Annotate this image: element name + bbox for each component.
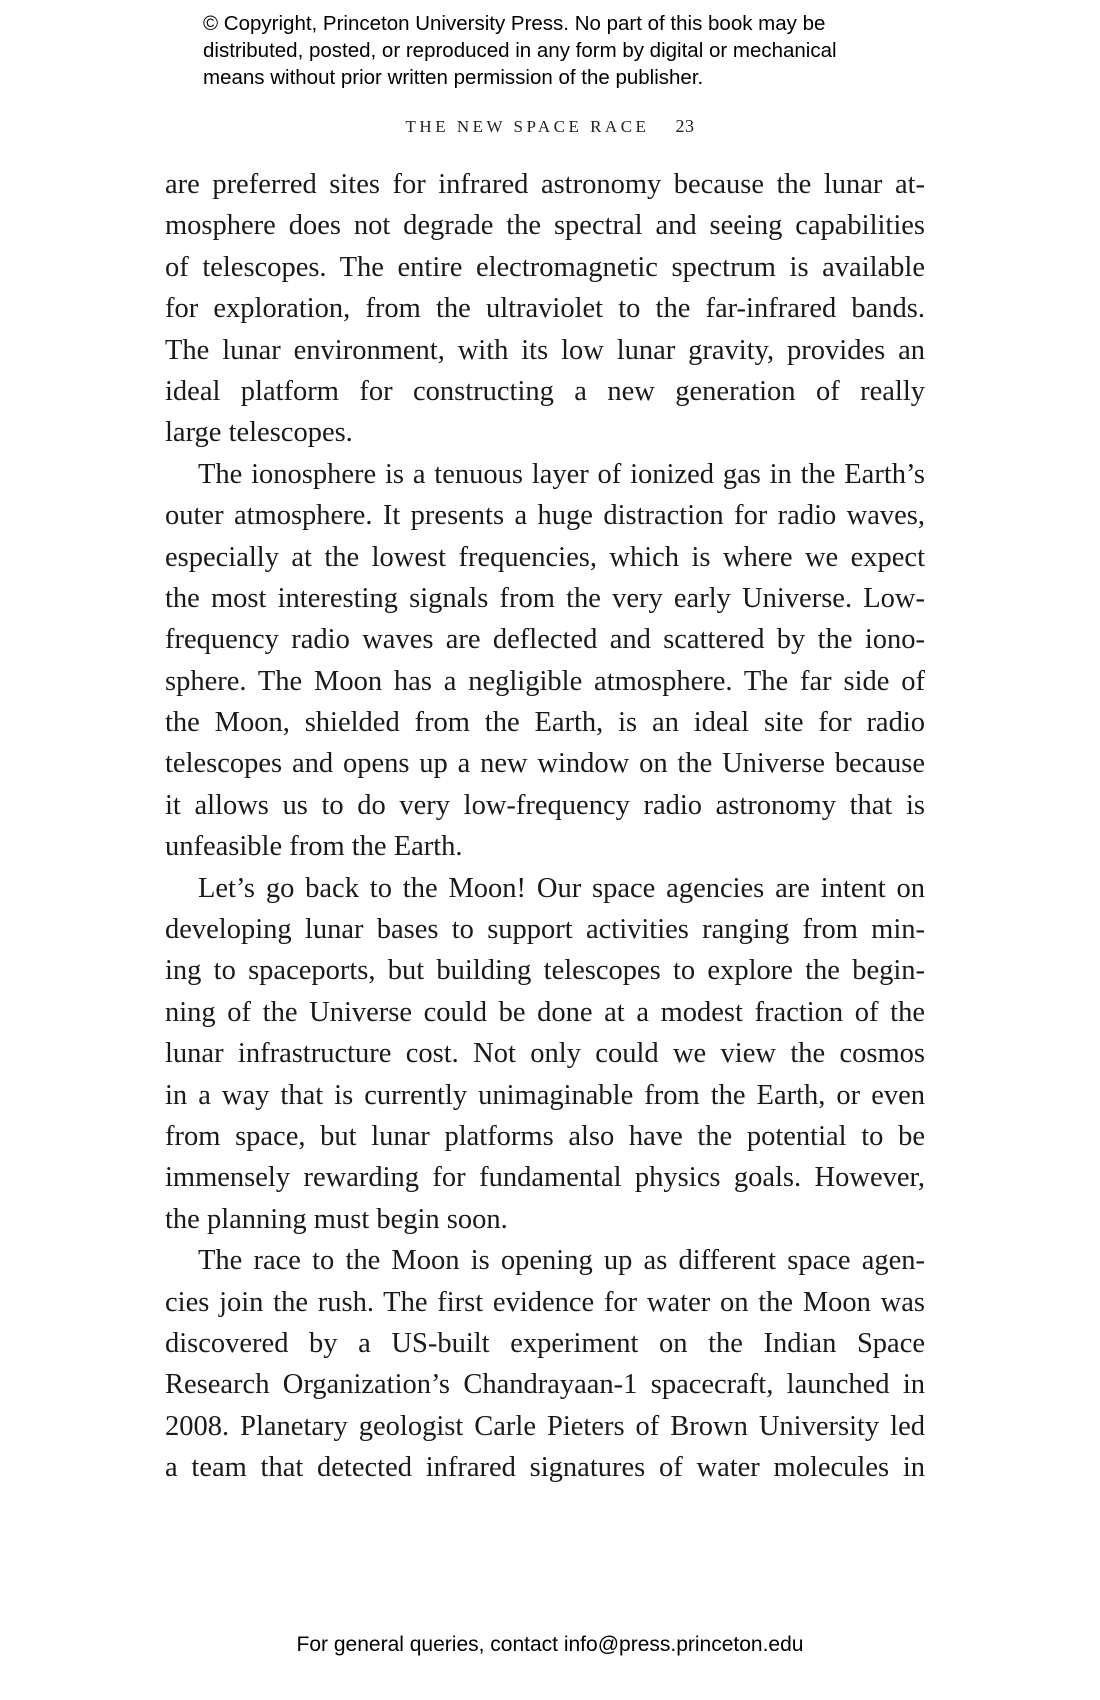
text-line: The lunar environment, with its low lunar gravity, provides an <box>165 334 925 366</box>
text-line: from space, but lunar platforms also have the potential to be <box>165 1120 925 1152</box>
text-line: telescopes and opens up a new window on the Universe because <box>165 748 925 780</box>
text-line: are preferred sites for infrared astronomy because the lunar at- <box>165 169 925 200</box>
text-line: Let’s go back to the Moon! Our space agencies are intent on <box>198 872 925 904</box>
text-line: the Moon, shielded from the Earth, is an ideal site for radio <box>165 707 925 739</box>
text-line: ing to spaceports, but building telescopes to explore the begin- <box>165 955 925 987</box>
running-head <box>0 116 1100 137</box>
text-line: unfeasible from the Earth. <box>165 831 463 863</box>
paragraph <box>165 868 925 1241</box>
running-head-title: THE NEW SPACE RACE <box>405 117 650 136</box>
page-number: 23 <box>675 116 695 136</box>
paragraph <box>165 164 925 454</box>
text-line: the most interesting signals from the very early Universe. Low- <box>165 582 925 614</box>
text-line: The race to the Moon is opening up as different space agen- <box>198 1245 925 1277</box>
text-line: the planning must begin soon. <box>165 1203 508 1235</box>
copyright-line: means without prior written permission of the publisher. <box>203 66 704 89</box>
text-line: in a way that is currently unimaginable from the Earth, or even <box>165 1079 925 1111</box>
text-line: ideal platform for constructing a new generation of really <box>165 375 925 407</box>
copyright-line: distributed, posted, or reproduced in any form by digital or mechanical <box>203 39 837 62</box>
text-line: discovered by a US-built experiment on the Indian Space <box>165 1327 925 1359</box>
text-line: a team that detected infrared signatures of water molecules in <box>165 1452 925 1484</box>
text-line: large telescopes. <box>165 417 353 449</box>
body-text <box>165 164 925 1489</box>
copyright-notice <box>203 10 963 91</box>
text-line: mosphere does not degrade the spectral and seeing capabilities <box>165 210 925 242</box>
text-line: sphere. The Moon has a negligible atmosphere. The far side of <box>165 665 925 697</box>
text-line: ning of the Universe could be done at a modest fraction of the <box>165 996 925 1028</box>
text-line: frequency radio waves are deflected and scattered by the iono- <box>165 624 925 656</box>
text-line: cies join the rush. The first evidence for water on the Moon was <box>165 1286 925 1318</box>
text-line: Research Organization’s Chandrayaan-1 spacecraft, launched in <box>165 1369 925 1401</box>
text-line: of telescopes. The entire electromagnetic spectrum is available <box>165 251 925 283</box>
paragraph <box>165 454 925 868</box>
copyright-line: © Copyright, Princeton University Press. No part of this book may be <box>203 12 826 35</box>
footer-contact: For general queries, contact info@press.princeton.edu <box>296 1633 804 1656</box>
text-line: developing lunar bases to support activities ranging from min- <box>165 914 925 946</box>
text-line: especially at the lowest frequencies, which is where we expect <box>165 541 925 573</box>
text-line: The ionosphere is a tenuous layer of ionized gas in the Earth’s <box>198 458 925 490</box>
text-line: it allows us to do very low-frequency radio astronomy that is <box>165 789 925 821</box>
text-line: outer atmosphere. It presents a huge distraction for radio waves, <box>165 500 925 532</box>
text-line: immensely rewarding for fundamental physics goals. However, <box>165 1162 925 1194</box>
text-line: 2008. Planetary geologist Carle Pieters of Brown University led <box>165 1410 925 1442</box>
text-line: for exploration, from the ultraviolet to the far-infrared bands. <box>165 293 925 325</box>
paragraph <box>165 1240 925 1488</box>
text-line: lunar infrastructure cost. Not only could we view the cosmos <box>165 1038 925 1070</box>
